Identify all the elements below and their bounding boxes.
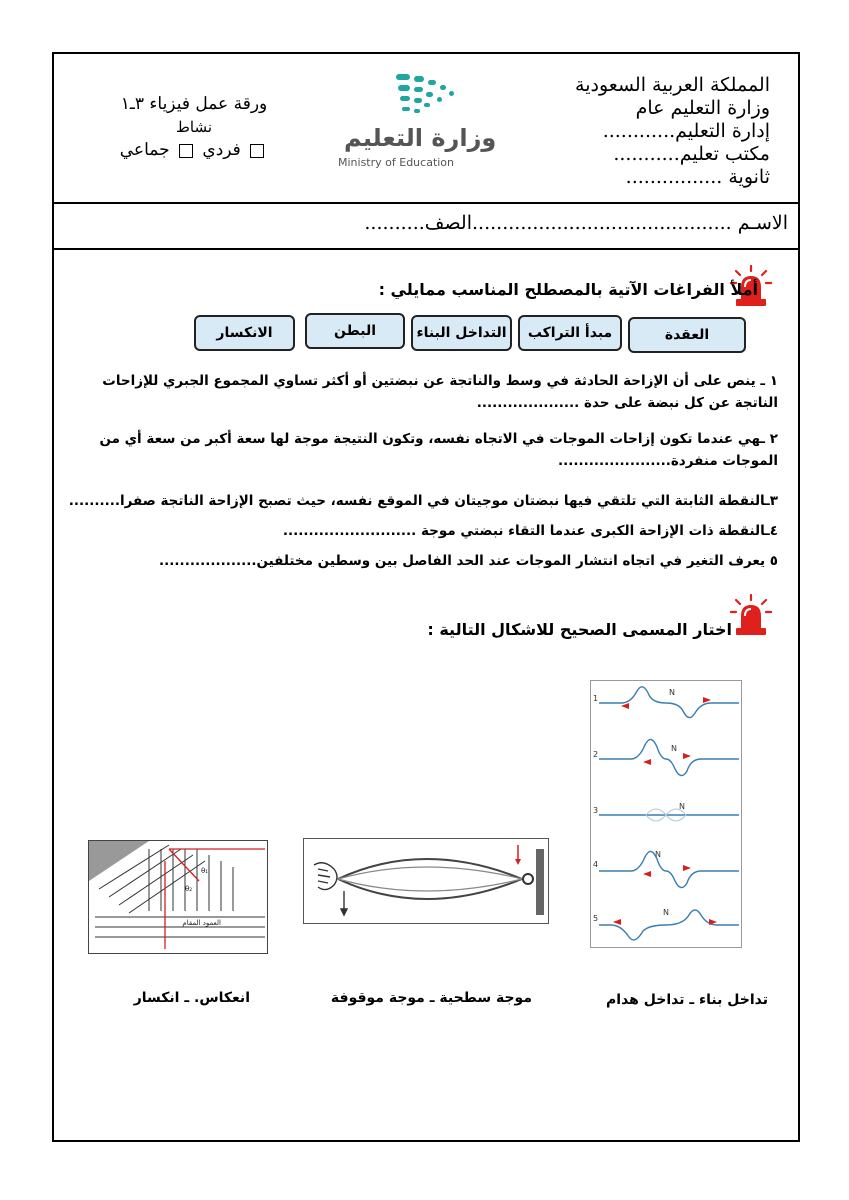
section1-title: أملأ الفراغات الآتية بالمصطلح المناسب ممايلي : [378, 280, 758, 299]
caption-refraction: انعكاس. ـ انكسار [133, 990, 250, 1006]
activity-options [94, 140, 294, 160]
header [54, 54, 798, 204]
term-antinode[interactable]: البطن [305, 313, 405, 349]
term-node[interactable]: العقدة [628, 317, 746, 353]
individual-label: فردي [202, 140, 241, 160]
school-line: ثانوية ................ [625, 166, 770, 188]
normal-label: العمود المقام [182, 919, 221, 927]
education-office-line: مكتب تعليم........... [613, 143, 770, 165]
stage-5-label: 5 [593, 914, 599, 923]
term-constructive-interference[interactable]: التداخل البناء [411, 315, 512, 351]
node-label-3: N [679, 802, 685, 811]
term-superposition[interactable]: مبدأ التراكب [518, 315, 622, 351]
interference-figure [590, 680, 742, 948]
question-2: ٢ ـهي عندما تكون إزاحات الموجات في الاتجاه نفسه، وتكون النتيجة موجة لها سعة أكبر من سعة أي من الموجات منفردة...................... [99, 431, 778, 469]
stage-4-label: 4 [593, 860, 599, 869]
ministry-line: وزارة التعليم عام [635, 97, 770, 119]
node-label-4: N [655, 850, 661, 859]
ministry-logo [324, 72, 497, 172]
alarm-siren-icon-2 [730, 594, 772, 638]
question-1: ١ ـ ينص على أن الإزاحة الحادثة في وسط والناتجة عن نبضتين أو أكثر تساوي المجموع الجبري للإزاحات الناتجة عن كل نبضة على حدة .................... [102, 373, 778, 411]
group-label: جماعي [119, 140, 170, 160]
node-label-1: N [669, 688, 675, 697]
stage-3-label: 3 [593, 806, 599, 815]
standing-wave-figure [303, 838, 549, 924]
refraction-diagram [89, 841, 267, 953]
name-class-field[interactable]: الاسـم ...........................................الصف.......... [364, 212, 788, 234]
logo-dots-icon [324, 72, 474, 122]
header-left-block [94, 94, 294, 160]
angle2-label: θ₂ [185, 885, 193, 893]
question-4: ٤ـالنقطة ذات الإزاحة الكبرى عندما التقاء نبضتي موجة .......................... [282, 523, 778, 539]
activity-label: نشاط [176, 118, 212, 136]
name-row [54, 204, 798, 250]
caption-waves: موجة سطحية ـ موجة موقوفة [330, 990, 532, 1006]
sheet-title: ورقة عمل فيزياء ٣ـ١ [120, 94, 268, 114]
question-3: ٣ـالنقطة الثابتة التي تلتقي فيها نبضتان موجيتان في الموقع نفسه، حيث تصبح الإزاحة الناتجة صفرا.......... [68, 493, 778, 509]
header-right-block [575, 74, 770, 189]
question-5: ٥ يعرف التغير في اتجاه انتشار الموجات عند الحد الفاصل بين وسطين مختلفين................... [159, 553, 778, 569]
stage-1-label: 1 [593, 694, 599, 703]
node-label-2: N [671, 744, 677, 753]
standing-wave-diagram [304, 839, 548, 923]
refraction-figure [88, 840, 268, 954]
section2-title: اختار المسمى الصحيح للاشكال التالية : [427, 620, 732, 639]
group-checkbox[interactable] [179, 144, 193, 158]
kingdom-line: المملكة العربية السعودية [575, 74, 770, 96]
stage-2-label: 2 [593, 750, 599, 759]
education-admin-line: إدارة التعليم............ [602, 120, 770, 142]
angle1-label: θ₁ [201, 867, 209, 875]
interference-diagram [591, 681, 741, 947]
node-label-5: N [663, 908, 669, 917]
caption-interference: تداخل بناء ـ تداخل هدام [606, 992, 768, 1008]
term-refraction[interactable]: الانكسار [194, 315, 295, 351]
page-frame [52, 52, 800, 1142]
individual-checkbox[interactable] [250, 144, 264, 158]
logo-english-text: Ministry of Education [338, 156, 455, 169]
logo-arabic-text: وزارة التعليم [344, 124, 497, 152]
